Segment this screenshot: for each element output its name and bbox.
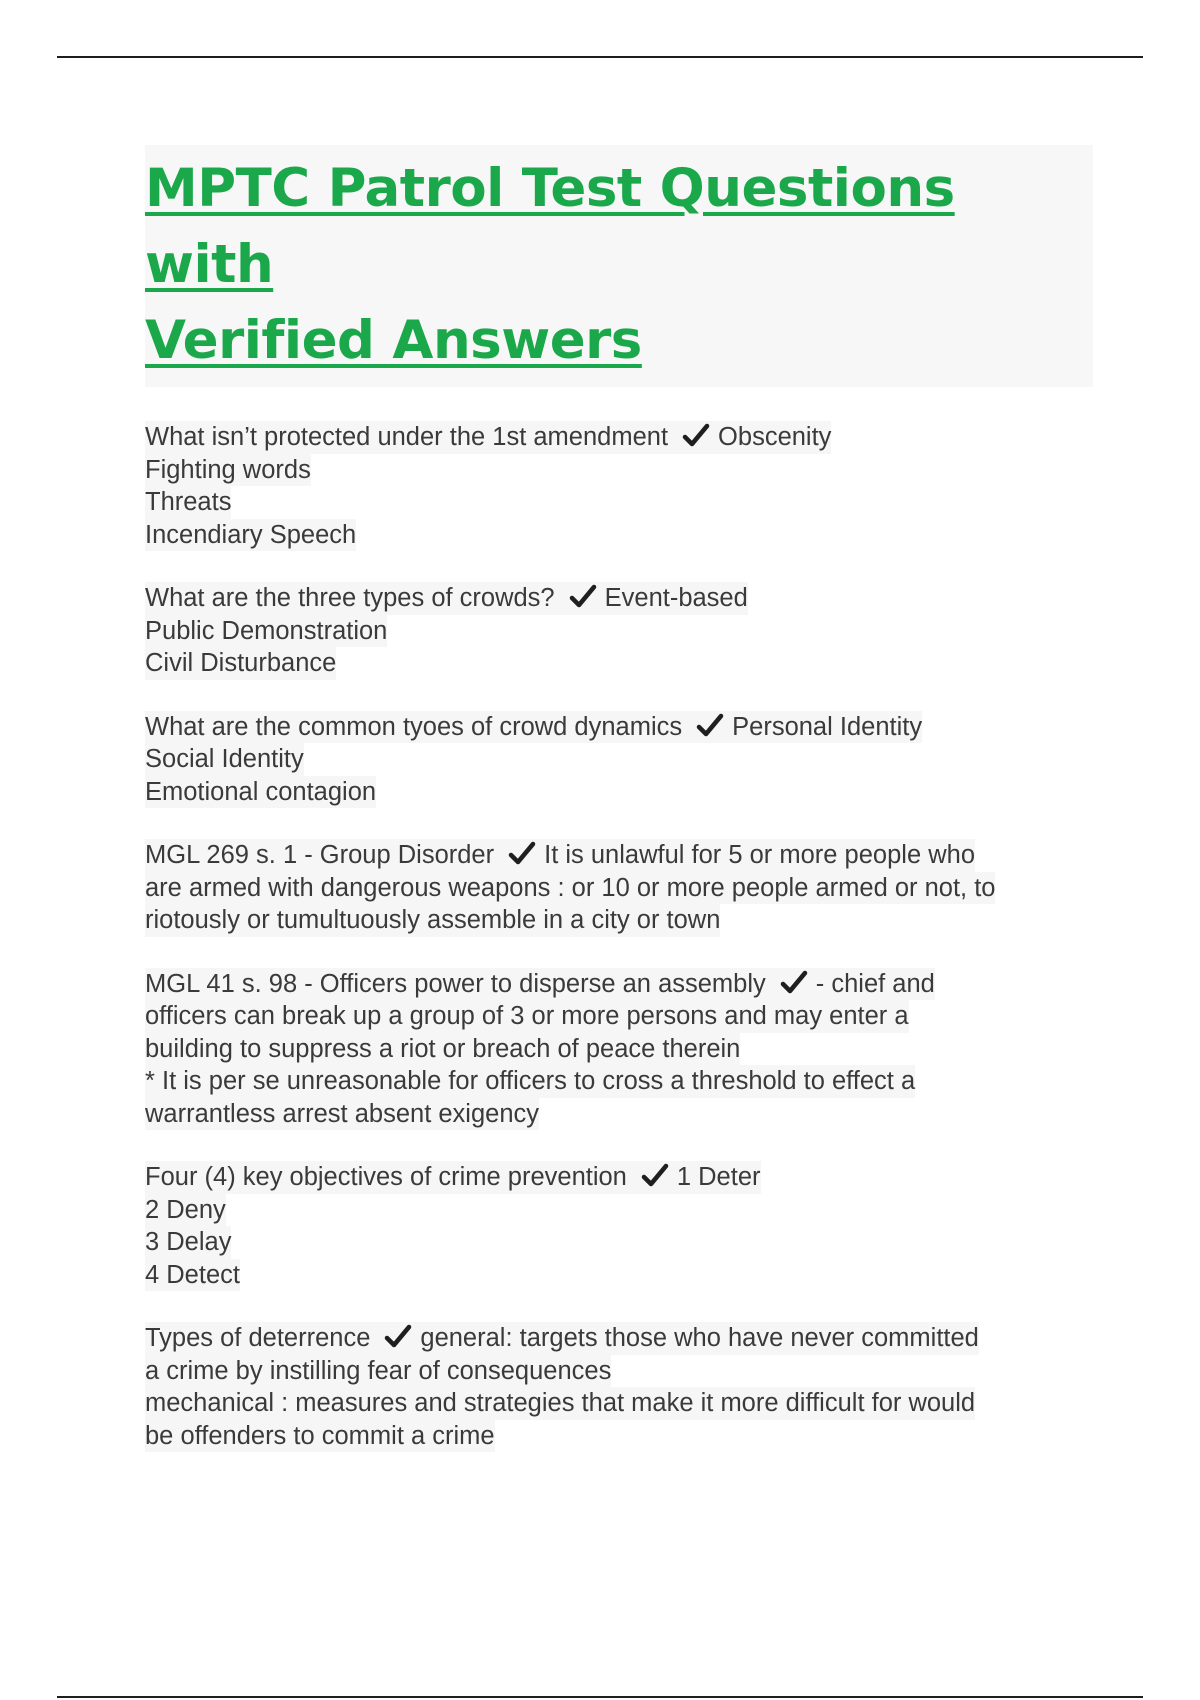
question-text: What are the three types of crowds? [145,584,555,612]
qa-question-line [145,582,748,615]
qa-question-line [145,968,935,1001]
title-block [145,145,1093,387]
checkmark-icon [384,1324,412,1350]
answer-line: building to suppress a riot or breach of peace therein [145,1033,740,1066]
question-text: MGL 41 s. 98 - Officers power to disperse an assembly [145,969,766,998]
answer-text: 1 Deter [676,1163,761,1191]
question-text: MGL 269 s. 1 - Group Disorder [145,841,495,869]
qa-question-line [145,839,975,872]
answer-line: Threats [145,486,231,519]
answer-line: a crime by instilling fear of consequences [145,1355,611,1388]
answer-line: Social Identity [145,743,304,776]
question-text: What are the common tyoes of crowd dynamics [145,712,683,741]
answer-line: * It is per se unreasonable for officers to cross a threshold to effect a [145,1065,915,1098]
answer-line: 2 Deny [145,1194,226,1227]
qa-question-line [145,421,831,454]
document-body [145,145,1093,1452]
qa-item [145,968,1093,1131]
qa-question-line [145,1322,979,1355]
qa-item [145,1322,1093,1452]
answer-line: Public Demonstration [145,615,387,648]
answer-line: Incendiary Speech [145,519,356,552]
top-rule [57,56,1143,58]
answer-line: 3 Delay [145,1226,231,1259]
question-text: Four (4) key objectives of crime prevention [145,1163,627,1191]
checkmark-icon [641,1163,669,1189]
answer-text: It is unlawful for 5 or more people who [544,841,975,869]
checkmark-icon [780,970,808,996]
qa-item [145,421,1093,551]
checkmark-icon [569,584,597,610]
answer-line: Civil Disturbance [145,647,336,680]
checkmark-icon [682,423,710,449]
qa-list [145,421,1093,1452]
document-title [145,151,1093,379]
answer-text: Event-based [604,584,748,612]
answer-text: - chief and [815,969,935,998]
question-text: Types of deterrence [145,1324,371,1352]
title-line-1: MPTC Patrol Test Questions with [145,158,955,295]
answer-line: 4 Detect [145,1259,240,1292]
answer-line: are armed with dangerous weapons : or 10 or more people armed or not, to [145,872,995,905]
checkmark-icon [508,841,536,867]
qa-question-line [145,1161,761,1194]
answer-line: be offenders to commit a crime [145,1420,495,1453]
question-text: What isn’t protected under the 1st amendment [145,423,669,451]
title-line-2: Verified Answers [145,310,642,371]
checkmark-icon [696,713,724,739]
answer-line: Fighting words [145,454,311,487]
answer-line: warrantless arrest absent exigency [145,1098,539,1131]
qa-question-line [145,711,922,744]
qa-item [145,711,1093,809]
answer-line: officers can break up a group of 3 or more persons and may enter a [145,1000,909,1033]
qa-item [145,839,1093,937]
answer-text: general: targets those who have never committed [420,1324,979,1352]
answer-text: Personal Identity [732,712,923,741]
answer-line: Emotional contagion [145,776,376,809]
answer-line: mechanical : measures and strategies that make it more difficult for would [145,1387,975,1420]
bottom-rule [57,1696,1143,1698]
qa-item [145,582,1093,680]
answer-text: Obscenity [718,423,832,451]
answer-line: riotously or tumultuously assemble in a city or town [145,904,720,937]
qa-item [145,1161,1093,1291]
